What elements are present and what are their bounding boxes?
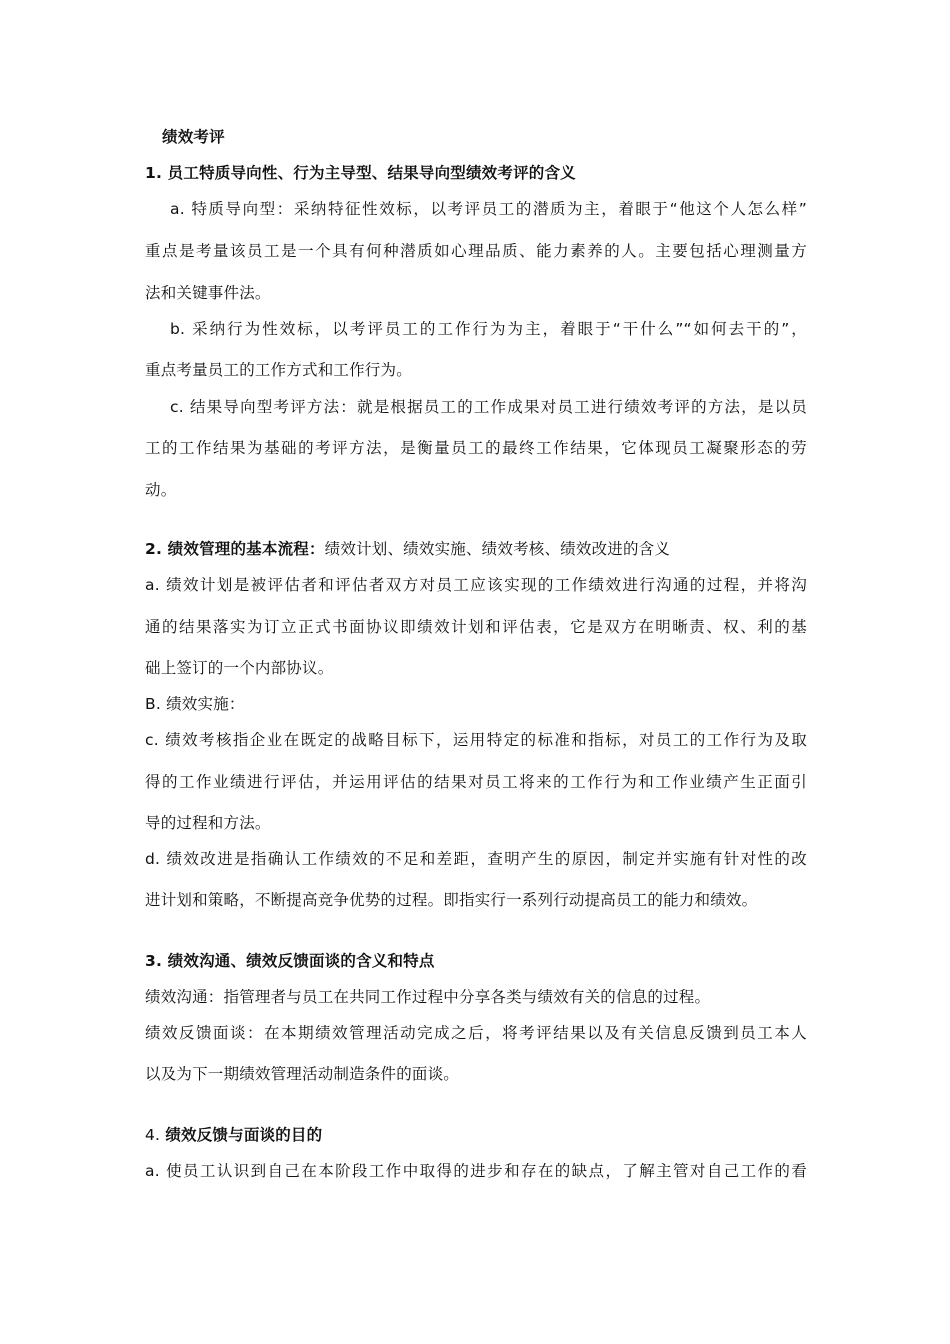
paragraph-line: 绩效反馈面谈：在本期绩效管理活动完成之后，将考评结果以及有关信息反馈到员工本人 — [145, 1024, 807, 1042]
section-1-heading: 1. 员工特质导向性、行为主导型、结果导向型绩效考评的含义 — [145, 164, 576, 182]
paragraph-line: B. 绩效实施： — [145, 695, 245, 713]
section-2-heading-bold: 2. 绩效管理的基本流程： — [145, 540, 325, 558]
paragraph-line: 重点考量员工的工作方式和工作行为。 — [145, 361, 412, 379]
paragraph-line: 础上签订的一个内部协议。 — [145, 659, 334, 677]
section-4-heading-number: 4. — [145, 1126, 166, 1144]
paragraph-line: a. 使员工认识到自己在本阶段工作中取得的进步和存在的缺点，了解主管对自己工作的看 — [145, 1162, 807, 1180]
paragraph-line: 以及为下一期绩效管理活动制造条件的面谈。 — [145, 1065, 460, 1083]
section-4-heading — [145, 1124, 807, 1146]
paragraph-line: a. 绩效计划是被评估者和评估者双方对员工应该实现的工作绩效进行沟通的过程，并将沟 — [145, 576, 807, 594]
paragraph-line: 得的工作业绩进行评估，并运用评估的结果对员工将来的工作行为和工作业绩产生正面引 — [145, 773, 807, 791]
paragraph-line: c. 绩效考核指企业在既定的战略目标下，运用特定的标准和指标，对员工的工作行为及取 — [145, 731, 807, 749]
section-4-heading-bold: 绩效反馈与面谈的目的 — [165, 1126, 323, 1144]
section-2-heading — [145, 538, 807, 560]
paragraph-line: 通的结果落实为订立正式书面协议即绩效计划和评估表，它是双方在明晰责、权、利的基 — [145, 618, 807, 636]
section-2-heading-rest: 绩效计划、绩效实施、绩效考核、绩效改进的含义 — [324, 540, 671, 558]
paragraph-line: b. 采纳行为性效标，以考评员工的工作行为为主，着眼于“干什么”“如何去干的”， — [170, 320, 807, 338]
paragraph-line: 导的过程和方法。 — [145, 814, 271, 832]
paragraph-line: d. 绩效改进是指确认工作绩效的不足和差距，查明产生的原因，制定并实施有针对性的改 — [145, 850, 807, 868]
paragraph-line: a. 特质导向型：采纳特征性效标，以考评员工的潜质为主，着眼于“他这个人怎么样” — [170, 200, 807, 218]
paragraph-line: 进计划和策略，不断提高竞争优势的过程。即指实行一系列行动提高员工的能力和绩效。 — [145, 891, 758, 909]
paragraph-line: 工的工作结果为基础的考评方法，是衡量员工的最终工作结果，它体现员工凝聚形态的劳 — [145, 439, 807, 457]
paragraph-line: 绩效沟通：指管理者与员工在共同工作过程中分享各类与绩效有关的信息的过程。 — [145, 988, 711, 1006]
paragraph-line: 重点是考量该员工是一个具有何种潜质如心理品质、能力素养的人。主要包括心理测量方 — [145, 242, 807, 260]
doc-title: 绩效考评 — [162, 128, 225, 146]
paragraph-line: 动。 — [145, 481, 177, 499]
paragraph-line: 法和关键事件法。 — [145, 284, 271, 302]
section-3-heading: 3. 绩效沟通、绩效反馈面谈的含义和特点 — [145, 952, 435, 970]
paragraph-line: c. 结果导向型考评方法：就是根据员工的工作成果对员工进行绩效考评的方法，是以员 — [170, 398, 807, 416]
